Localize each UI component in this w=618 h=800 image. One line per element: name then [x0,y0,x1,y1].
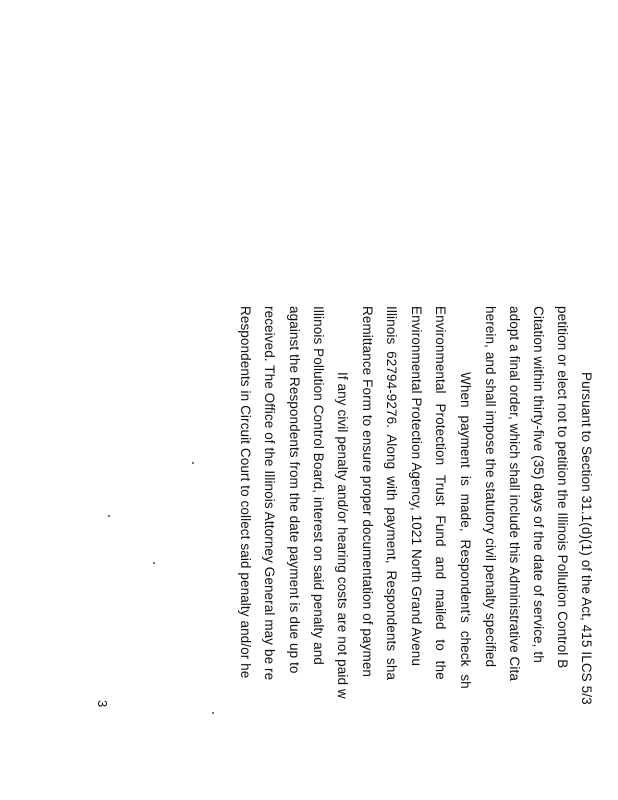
scan-speck [108,515,110,517]
scan-speck [192,462,194,464]
paragraph-line: herein, and shall impose the statutory civil penalty specified [483,306,498,668]
paragraph-line: Environmental Protection Agency, 1021 North Grand Avenu [409,306,424,666]
page-number: 3 [95,700,110,708]
paragraph-line: When payment is made, Respondent's check sh [458,372,473,689]
paragraph-line: against the Respondents from the date payment is due up to [287,306,302,674]
paragraph-line: If any civil penalty and/or hearing costs are not paid w [335,372,350,699]
scan-speck [212,712,214,714]
paragraph-line: Respondents in Circuit Court to collect said penalty and/or he [238,306,253,679]
paragraph-line: Illinois Pollution Control Board, interest on said penalty and [311,306,326,665]
paragraph-line: Environmental Protection Trust Fund and mailed to the [433,306,448,680]
scan-speck [153,562,155,564]
paragraph-line: Remittance Form to ensure proper documentation of paymen [360,306,375,678]
paragraph-line: Pursuant to Section 31.1(d)(1) of the Act, 415 ILCS 5/3 [579,372,594,705]
paragraph-line: Citation within thirty-five (35) days of the date of service, th [531,306,546,663]
paragraph-line: Illinois 62794-9276. Along with payment, Respondents sha [384,306,399,681]
paragraph-line: adopt a final order, which shall include this Administrative Cita [507,306,522,681]
paragraph-line: petition or elect not to petition the Illinois Pollution Control B [555,306,570,669]
paragraph-line: received. The Office of the Illinois Attorney General may be re [262,306,277,681]
